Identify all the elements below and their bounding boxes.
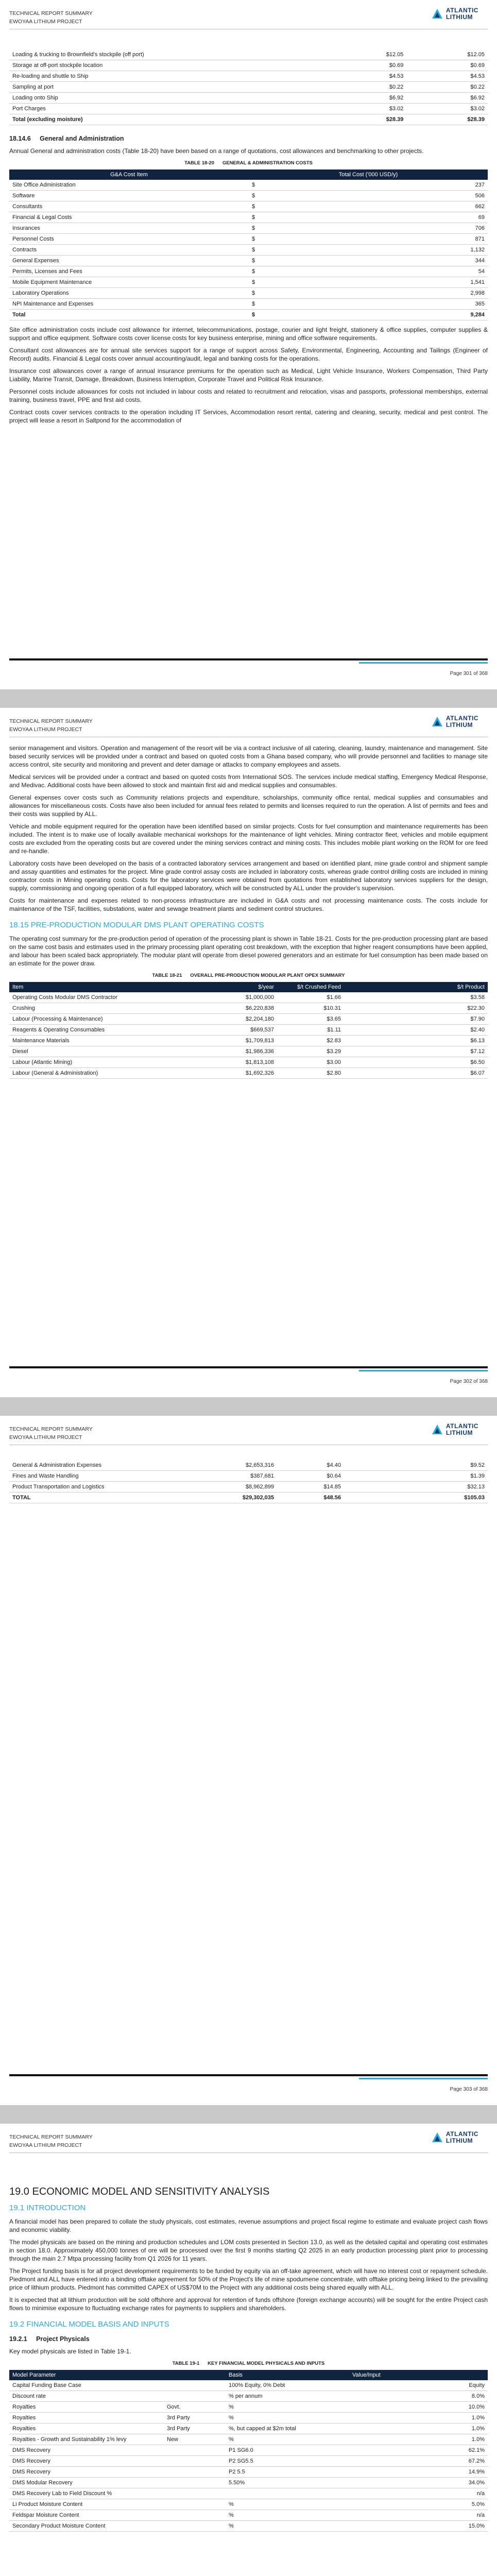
- table-cell: [164, 2521, 226, 2532]
- company-logo: ATLANTIC LITHIUM: [432, 7, 478, 21]
- paragraph: The model physicals are based on the mining and production schedules and LOM costs presented in Section 13.0, as well as the detailed capital and operating cost estimates in section 18.0. Approximately 450,000 tonnes of ore will be processed over the first 9 months starting Q2 2025 in an early production processing plant prior to processing through the main 2.7 Mtpa processing facility from Q1 2026 for 11 years.: [9, 2239, 488, 2262]
- page-header: TECHNICAL REPORT SUMMARY EWOYAA LITHIUM PROJECT: [9, 10, 93, 25]
- company-logo: ATLANTIC LITHIUM: [432, 2131, 478, 2144]
- table-cell: DMS Modular Recovery: [9, 2478, 164, 2488]
- table-cell: [226, 2488, 349, 2499]
- table-cell: 506: [414, 191, 488, 201]
- table-cell: $: [249, 191, 414, 201]
- table-cell: Storage at off-port stockpile location: [9, 60, 325, 71]
- table-cell: $29,302,035: [210, 1493, 277, 1503]
- table-cell: Diesel: [9, 1046, 210, 1057]
- paragraph: Insurance cost allowances cover a range of annual insurance premiums for the operation such as Medical, Light Vehicle Insurance, Workers Compensation, Third Party Liability, Marine Transit, Damage, Breakdown, Business Interruption, Corporate Travel and Political Risk Insurance.: [9, 367, 488, 383]
- table-cell: $7.12: [344, 1046, 488, 1057]
- table-cell: $2.83: [277, 1036, 344, 1046]
- table-cell: $: [249, 288, 414, 299]
- table-cell: [164, 2456, 226, 2467]
- table-row: [9, 93, 488, 104]
- table-cell: Insurances: [9, 223, 249, 234]
- table-cell: Crushing: [9, 1003, 210, 1014]
- table-row: [9, 2402, 488, 2413]
- table-row: [9, 2380, 488, 2391]
- table-cell: $14.85: [277, 1482, 344, 1493]
- table-cell: %: [226, 2510, 349, 2521]
- paragraph: General expenses cover costs such as Community relations projects and expenditure, scholarships, community office rental, medical supplies and consumables and allowances for miscellaneous costs. Costs have also been included for annual fees related to permits and licenses required to run the operation. A list of permits and fees and their costs was supplied by ALL.: [9, 794, 488, 818]
- table-cell: Sampling at port: [9, 82, 325, 93]
- page-303: [0, 1416, 497, 2105]
- table-total-row: [9, 114, 488, 125]
- table-cell: n/a: [349, 2488, 488, 2499]
- table-cell: $1,986,336: [210, 1046, 277, 1057]
- table-cell: Total: [9, 310, 249, 320]
- paragraph: Contract costs cover services contracts to the operation including IT Services, Accommodation resort rental, catering and cleaning, security, medical and pest control. The project will lease a resort in Saltpond for the accommodation of: [9, 409, 488, 424]
- table-row: [9, 2456, 488, 2467]
- table-cell: [164, 2445, 226, 2456]
- table-cell: 706: [414, 223, 488, 234]
- table-cell: Li Product Moisture Content: [9, 2499, 164, 2510]
- table-cell: $1,813,108: [210, 1057, 277, 1068]
- table-cell: 3rd Party: [164, 2413, 226, 2424]
- page-header: TECHNICAL REPORT SUMMARY EWOYAA LITHIUM PROJECT: [9, 2134, 93, 2148]
- opex-summary-table-continued: [9, 1460, 488, 1503]
- table-cell: $1.66: [277, 992, 344, 1003]
- section-heading: 18.14.6 General and Administration: [9, 135, 124, 142]
- table-cell: Total (excluding moisture): [9, 114, 325, 125]
- page-301: [0, 0, 497, 689]
- table-row: [9, 1003, 488, 1014]
- paragraph: The Project funding basis is for all project development requirements to be funded by equity via an off-take agreement, which will have no interest cost or repayment schedule. Piedmont and ALL have entered into a binding offtake agreement for 50% of the Project's life of mine spodumene concentrate, with offtake pricing being linked to the prevailing price of lithium products. Piedmont has committed CAPEX of US$70M to the Project with any additional costs being shared equally with ALL.: [9, 2267, 488, 2291]
- paragraph: Medical services will be provided under a contract and based on quoted costs from International SOS. The services include medical staffing, Emergency Medical Response, and Medivac. Additional costs have been allowed to stock and maintain first aid and medical supplies and consumables.: [9, 773, 488, 789]
- table-cell: Discount rate: [9, 2391, 164, 2402]
- table-cell: 15.0%: [349, 2521, 488, 2532]
- table-cell: $1.39: [344, 1471, 488, 1482]
- table-cell: $0.22: [406, 82, 488, 93]
- page-302: [0, 708, 497, 1397]
- table-row: [9, 2434, 488, 2445]
- table-cell: $: [249, 266, 414, 277]
- table-cell: General & Administration Expenses: [9, 1460, 210, 1471]
- table-caption: TABLE 18-20 GENERAL & ADMINISTRATION COSTS: [184, 160, 313, 166]
- table-row: [9, 2488, 488, 2499]
- table-row: [9, 2424, 488, 2434]
- table-cell: $7.90: [344, 1014, 488, 1025]
- opex-summary-table: Item $/year $/t Crushed Feed $/t Product Operating Costs Modular DMS Contractor $1,000,000 $1.66 $3.58 Crushing $6,220,838 $10.31 $22.30 Labour (Processing & Maintenance) $2,204,180 $3.65 $7.90 Reagents & Operating Consumables $669,537 $1.11 $2.40 Maintenance Materials $1,709,813 $2.83 $6.13 Diesel $1,986,336 $3.29 $7.12 Labour (Atlantic Mining) $1,813,108 $3.00 $6.50 Labour (General & Administration) $1,692,326 $2.80 $6.07: [9, 982, 488, 1079]
- table-cell: %: [226, 2521, 349, 2532]
- table-cell: Operating Costs Modular DMS Contractor: [9, 992, 210, 1003]
- table-cell: 344: [414, 256, 488, 266]
- page-number: Page 303 of 368: [450, 2087, 488, 2092]
- table-row: [9, 1471, 488, 1482]
- page-number: Page 301 of 368: [450, 671, 488, 676]
- table-cell: %: [226, 2434, 349, 2445]
- table-cell: TOTAL: [9, 1493, 210, 1503]
- table-cell: $4.53: [406, 71, 488, 82]
- table-cell: Capital Funding Base Case: [9, 2380, 164, 2391]
- company-logo: ATLANTIC LITHIUM: [432, 1423, 478, 1436]
- table-row: [9, 71, 488, 82]
- table-cell: $3.02: [325, 104, 407, 114]
- table-cell: $1.11: [277, 1025, 344, 1036]
- table-cell: $: [249, 201, 414, 212]
- table-cell: DMS Recovery: [9, 2445, 164, 2456]
- table-cell: $28.39: [325, 114, 407, 125]
- table-cell: 1,132: [414, 245, 488, 256]
- table-cell: $8,962,899: [210, 1482, 277, 1493]
- page-number: Page 302 of 368: [450, 1379, 488, 1384]
- table-cell: 10.0%: [349, 2402, 488, 2413]
- table-cell: 62.1%: [349, 2445, 488, 2456]
- table-cell: Labour (General & Administration): [9, 1068, 210, 1079]
- company-logo: ATLANTIC LITHIUM: [432, 715, 478, 728]
- table-cell: Royalties: [9, 2424, 164, 2434]
- table-row: [9, 2521, 488, 2532]
- page-header: TECHNICAL REPORT SUMMARY EWOYAA LITHIUM PROJECT: [9, 1426, 93, 1440]
- table-cell: Labour (Processing & Maintenance): [9, 1014, 210, 1025]
- table-row: [9, 266, 488, 277]
- table-cell: 1.0%: [349, 2434, 488, 2445]
- table-cell: [164, 2499, 226, 2510]
- table-cell: $22.30: [344, 1003, 488, 1014]
- table-cell: Laboratory Operations: [9, 288, 249, 299]
- table-row: [9, 2445, 488, 2456]
- table-cell: $12.05: [406, 49, 488, 60]
- table-cell: $0.69: [325, 60, 407, 71]
- logo-icon: [432, 716, 443, 727]
- logo-icon: [432, 1424, 443, 1435]
- table-cell: Re-loading and shuttle to Ship: [9, 71, 325, 82]
- table-cell: $2,204,180: [210, 1014, 277, 1025]
- table-cell: Royalties - Growth and Sustainability 1% levy: [9, 2434, 164, 2445]
- table-cell: $: [249, 256, 414, 266]
- page-header: TECHNICAL REPORT SUMMARY EWOYAA LITHIUM PROJECT: [9, 718, 93, 733]
- table-cell: Labour (Atlantic Mining): [9, 1057, 210, 1068]
- logo-icon: [432, 8, 443, 20]
- table-cell: Product Transportation and Logistics: [9, 1482, 210, 1493]
- table-cell: $6.92: [325, 93, 407, 104]
- table-row: [9, 49, 488, 60]
- table-cell: [164, 2478, 226, 2488]
- table-row: [9, 992, 488, 1003]
- table-row: [9, 299, 488, 310]
- table-cell: 3rd Party: [164, 2424, 226, 2434]
- table-cell: Loading onto Ship: [9, 93, 325, 104]
- table-cell: DMS Recovery: [9, 2467, 164, 2478]
- table-cell: $: [249, 277, 414, 288]
- ga-cost-table: G&A Cost Item Total Cost ('000 USD/y) Site Office Administration $ 237 Software $ 506 Consultants $ 662 Financial & Legal Costs $ 69 Insurances $ 706 Personnel Costs $ 871 Contracts $ 1,132 General Expenses $ 344 Permits, Licenses and Fees $ 54 Mobile Equipment Maintenance $ 1,541 Laboratory Operations $ 2,998 NPI Maintenance and Expenses $ 365 Total $ 9,284: [9, 170, 488, 320]
- table-cell: $0.69: [406, 60, 488, 71]
- table-cell: $2,653,316: [210, 1460, 277, 1471]
- table-cell: $6.50: [344, 1057, 488, 1068]
- model-inputs-table: Model Parameter Basis Value/Input Capital Funding Base Case 100% Equity, 0% Debt Equity Discount rate % per annum 8.0% Royalties Govt. % 10.0% Royalties 3rd Party % 1.0% Royalties 3rd Party %, but capped at $2m total 1.0% Royalties - Growth and Sustainability 1% levy New % 1.0% DMS Recovery P1 SG6.0 62.1% DMS Recovery P2 SG5.5 67.2% DMS Recovery P2 5.5 14.9% DMS Modular Recovery 5.50% 34.0% DMS Recovery Lab to Field Discount % n/a Li Product Moisture Content % 5.0% Feldspar Moisture Content % n/a Secondary Product Moisture Content % 15.0%: [9, 2370, 488, 2532]
- table-cell: $2.40: [344, 1025, 488, 1036]
- table-cell: 67.2%: [349, 2456, 488, 2467]
- table-cell: Secondary Product Moisture Content: [9, 2521, 164, 2532]
- table-row: [9, 245, 488, 256]
- table-row: [9, 191, 488, 201]
- table-cell: $: [249, 234, 414, 245]
- table-cell: 662: [414, 201, 488, 212]
- table-row: [9, 1025, 488, 1036]
- table-cell: %: [226, 2402, 349, 2413]
- table-cell: Port Charges: [9, 104, 325, 114]
- table-row: [9, 256, 488, 266]
- section-heading: 19.2 FINANCIAL MODEL BASIS AND INPUTS: [9, 2320, 169, 2329]
- table-cell: [164, 2488, 226, 2499]
- table-cell: Consultants: [9, 201, 249, 212]
- table-cell: $1,709,813: [210, 1036, 277, 1046]
- table-cell: 54: [414, 266, 488, 277]
- table-cell: 2,998: [414, 288, 488, 299]
- table-cell: Loading & trucking to Brownfield's stockpile (off port): [9, 49, 325, 60]
- table-row: [9, 234, 488, 245]
- table-cell: Permits, Licenses and Fees: [9, 266, 249, 277]
- table-cell: $12.05: [325, 49, 407, 60]
- table-cell: Site Office Administration: [9, 180, 249, 191]
- table-cell: Reagents & Operating Consumables: [9, 1025, 210, 1036]
- table-cell: $28.39: [406, 114, 488, 125]
- table-row: [9, 1460, 488, 1471]
- table-cell: Feldspar Moisture Content: [9, 2510, 164, 2521]
- table-cell: Maintenance Materials: [9, 1036, 210, 1046]
- table-cell: $3.02: [406, 104, 488, 114]
- table-cell: $6.13: [344, 1036, 488, 1046]
- table-cell: $669,537: [210, 1025, 277, 1036]
- table-cell: 1.0%: [349, 2413, 488, 2424]
- table-row: [9, 201, 488, 212]
- table-cell: Financial & Legal Costs: [9, 212, 249, 223]
- table-cell: 14.9%: [349, 2467, 488, 2478]
- table-cell: Royalties: [9, 2413, 164, 2424]
- chapter-title: 19.0 ECONOMIC MODEL AND SENSITIVITY ANALYSIS: [9, 2186, 270, 2197]
- table-cell: $2.80: [277, 1068, 344, 1079]
- table-row: [9, 2391, 488, 2402]
- table-row: [9, 2413, 488, 2424]
- table-row: [9, 1482, 488, 1493]
- table-cell: $6,220,838: [210, 1003, 277, 1014]
- table-cell: New: [164, 2434, 226, 2445]
- page-304: [0, 2124, 497, 2576]
- table-cell: $4.53: [325, 71, 407, 82]
- logo-icon: [432, 2132, 443, 2143]
- table-cell: $4.40: [277, 1460, 344, 1471]
- table-cell: [164, 2467, 226, 2478]
- table-cell: $6.07: [344, 1068, 488, 1079]
- table-cell: n/a: [349, 2510, 488, 2521]
- table-cell: 100% Equity, 0% Debt: [226, 2380, 349, 2391]
- table-cell: 1.0%: [349, 2424, 488, 2434]
- table-cell: $3.58: [344, 992, 488, 1003]
- table-cell: $0.64: [277, 1471, 344, 1482]
- table-cell: 34.0%: [349, 2478, 488, 2488]
- table-cell: DMS Recovery: [9, 2456, 164, 2467]
- table-cell: [164, 2510, 226, 2521]
- table-cell: Govt.: [164, 2402, 226, 2413]
- table-cell: 8.0%: [349, 2391, 488, 2402]
- table-row: [9, 2478, 488, 2488]
- table-cell: [164, 2391, 226, 2402]
- table-row: [9, 180, 488, 191]
- table-row: [9, 2467, 488, 2478]
- table-cell: 5.0%: [349, 2499, 488, 2510]
- subsection-heading: 19.2.1 Project Physicals: [9, 2335, 90, 2343]
- table-cell: $32.13: [344, 1482, 488, 1493]
- paragraph: The operating cost summary for the pre-production period of operation of the processing plant is shown in Table 18-21. Costs for the pre-production processing plant are based on the same cost basis and estimates used in the primary processing plant operating cost breakdown, with the exception that higher reagent consumptions have been applied, and labour has been scaled back appropriately. The modular plant will operate from diesel powered generators and an estimate for fuel consumption has been made based on an estimate for the power draw.: [9, 935, 488, 967]
- table-cell: $3.65: [277, 1014, 344, 1025]
- table-cell: [164, 2380, 226, 2391]
- table-row: [9, 2499, 488, 2510]
- table-total-row: [9, 1493, 488, 1503]
- table-cell: Equity: [349, 2380, 488, 2391]
- table-row: [9, 277, 488, 288]
- table-row: [9, 2510, 488, 2521]
- table-row: [9, 223, 488, 234]
- paragraph: A financial model has been prepared to collate the study physicals, cost estimates, revenue assumptions and project fiscal regime to estimate and evaluate project cash flows and economic viability.: [9, 2218, 488, 2233]
- table-row: [9, 1057, 488, 1068]
- table-cell: P1 SG6.0: [226, 2445, 349, 2456]
- table-cell: 871: [414, 234, 488, 245]
- table-cell: P2 SG5.5: [226, 2456, 349, 2467]
- paragraph: Site office administration costs include cost allowance for internet, telecommunications, postage, courier and light freight, stationery & office supplies, computer supplies & support and office equipment. Software costs cover license costs for key business enterprise, mining and office software requirements.: [9, 326, 488, 342]
- table-cell: $: [249, 245, 414, 256]
- paragraph: Consultant cost allowances are for annual site services support for a range of support across Safety, Environmental, Engineering, Accounting and Tailings (Engineer of Record) audits. Financial & Legal costs cover annual accounting/audit, legal and banking costs for the operations.: [9, 347, 488, 362]
- table-row: [9, 1036, 488, 1046]
- table-cell: $: [249, 299, 414, 310]
- paragraph: Key model physicals are listed in Table 19-1.: [9, 2348, 131, 2355]
- table-row: [9, 82, 488, 93]
- paragraph: Costs for maintenance and expenses related to non-process infrastructure are included in G&A costs and not processing maintenance costs. The costs include for maintenance of the TSF, facilities, substations, water and sewage treatment plants and sediment control structures.: [9, 897, 488, 912]
- section-heading: 19.1 INTRODUCTION: [9, 2204, 86, 2212]
- table-row: [9, 212, 488, 223]
- table-cell: $0.22: [325, 82, 407, 93]
- table-cell: Royalties: [9, 2402, 164, 2413]
- table-cell: $3.00: [277, 1057, 344, 1068]
- table-cell: %: [226, 2499, 349, 2510]
- paragraph: Personnel costs include allowances for costs not included in labour costs and related to recruitment and relocation, visas and passports, professional memberships, external training, business travel, PPE and first aid costs.: [9, 388, 488, 403]
- table-row: [9, 1046, 488, 1057]
- table-cell: $: [249, 310, 414, 320]
- section-heading: 18.15 PRE-PRODUCTION MODULAR DMS PLANT OPERATING COSTS: [9, 921, 264, 929]
- table-cell: $3.29: [277, 1046, 344, 1057]
- table-row: [9, 288, 488, 299]
- table-cell: 237: [414, 180, 488, 191]
- table-cell: Mobile Equipment Maintenance: [9, 277, 249, 288]
- table-cell: % per annum: [226, 2391, 349, 2402]
- table-cell: General Expenses: [9, 256, 249, 266]
- table-cell: $: [249, 223, 414, 234]
- paragraph: Annual General and administration costs (Table 18-20) have been based on a range of quotations, cost allowances and benchmarking to other projects.: [9, 147, 424, 155]
- table-total-row: [9, 310, 488, 320]
- table-cell: DMS Recovery Lab to Field Discount %: [9, 2488, 164, 2499]
- table-cell: $48.56: [277, 1493, 344, 1503]
- table-row: [9, 60, 488, 71]
- table-cell: 1,541: [414, 277, 488, 288]
- table-cell: $: [249, 212, 414, 223]
- table-cell: $105.03: [344, 1493, 488, 1503]
- paragraph: Laboratory costs have been developed on the basis of a contracted laboratory services arrangement and based on identified plant, mine grade control and shipment sample and assay quantities and estimates for the project. Mine grade control assay costs are included in laboratory costs, whereas grade control drilling costs are included in mining contractor costs in Mining operating costs. Costs for the laboratory services were obtained from quotations from established laboratory services suppliers for the design, supply, commissioning and ongoing operation of a full equipped laboratory, which will be constructed by ALL under the provider's supervision.: [9, 860, 488, 892]
- table-cell: NPI Maintenance and Expenses: [9, 299, 249, 310]
- table-cell: $10.31: [277, 1003, 344, 1014]
- table-cell: %: [226, 2413, 349, 2424]
- table-cell: $9.52: [344, 1460, 488, 1471]
- table-cell: $1,692,326: [210, 1068, 277, 1079]
- table-caption: TABLE 19-1 KEY FINANCIAL MODEL PHYSICALS AND INPUTS: [172, 2361, 325, 2366]
- table-cell: $387,681: [210, 1471, 277, 1482]
- table-cell: $1,000,000: [210, 992, 277, 1003]
- table-cell: 9,284: [414, 310, 488, 320]
- table-row: [9, 1068, 488, 1079]
- paragraph: It is expected that all lithium production will be sold offshore and approval for retention of funds offshore (foreign exchange accounts) will be sought for the entire Project cash flows to minimise exposure to fluctuating exchange rates for payments to suppliers and shareholders.: [9, 2296, 488, 2312]
- table-cell: Contracts: [9, 245, 249, 256]
- table-cell: $6.92: [406, 93, 488, 104]
- table-caption: TABLE 18-21 OVERALL PRE-PRODUCTION MODULAR PLANT OPEX SUMMARY: [152, 973, 345, 978]
- table-cell: Fines and Waste Handling: [9, 1471, 210, 1482]
- table-cell: 69: [414, 212, 488, 223]
- paragraph: Vehicle and mobile equipment required for the operation have been identified based on similar projects. Costs for fuel consumption and maintenance requirements has been included. The intent is to make use of locally available mechanical workshops for the maintenance of light vehicles. Mining contractor fleet, vehicles and mobile equipment costs are excluded from the operating costs but are covered under the mining services contract and mining costs. This includes mobile plant working on the ROM for ore feed and re-handle.: [9, 823, 488, 855]
- shipping-cost-table: [9, 49, 488, 125]
- table-cell: P2 5.5: [226, 2467, 349, 2478]
- table-row: [9, 1014, 488, 1025]
- table-row: [9, 104, 488, 114]
- table-cell: $: [249, 180, 414, 191]
- table-cell: 365: [414, 299, 488, 310]
- table-cell: 5.50%: [226, 2478, 349, 2488]
- table-cell: %, but capped at $2m total: [226, 2424, 349, 2434]
- table-cell: Personnel Costs: [9, 234, 249, 245]
- paragraph: senior management and visitors. Operation and management of the resort will be via a contract inclusive of all catering, cleaning, laundry, maintenance and management. Site based security services will be provided under a contract and based on quoted costs from a Ghana based company, who will provide personnel and facilities to manage site access control, site security and monitoring and prevent and deter damage or attacks to company employees and assets.: [9, 744, 488, 768]
- table-cell: Software: [9, 191, 249, 201]
